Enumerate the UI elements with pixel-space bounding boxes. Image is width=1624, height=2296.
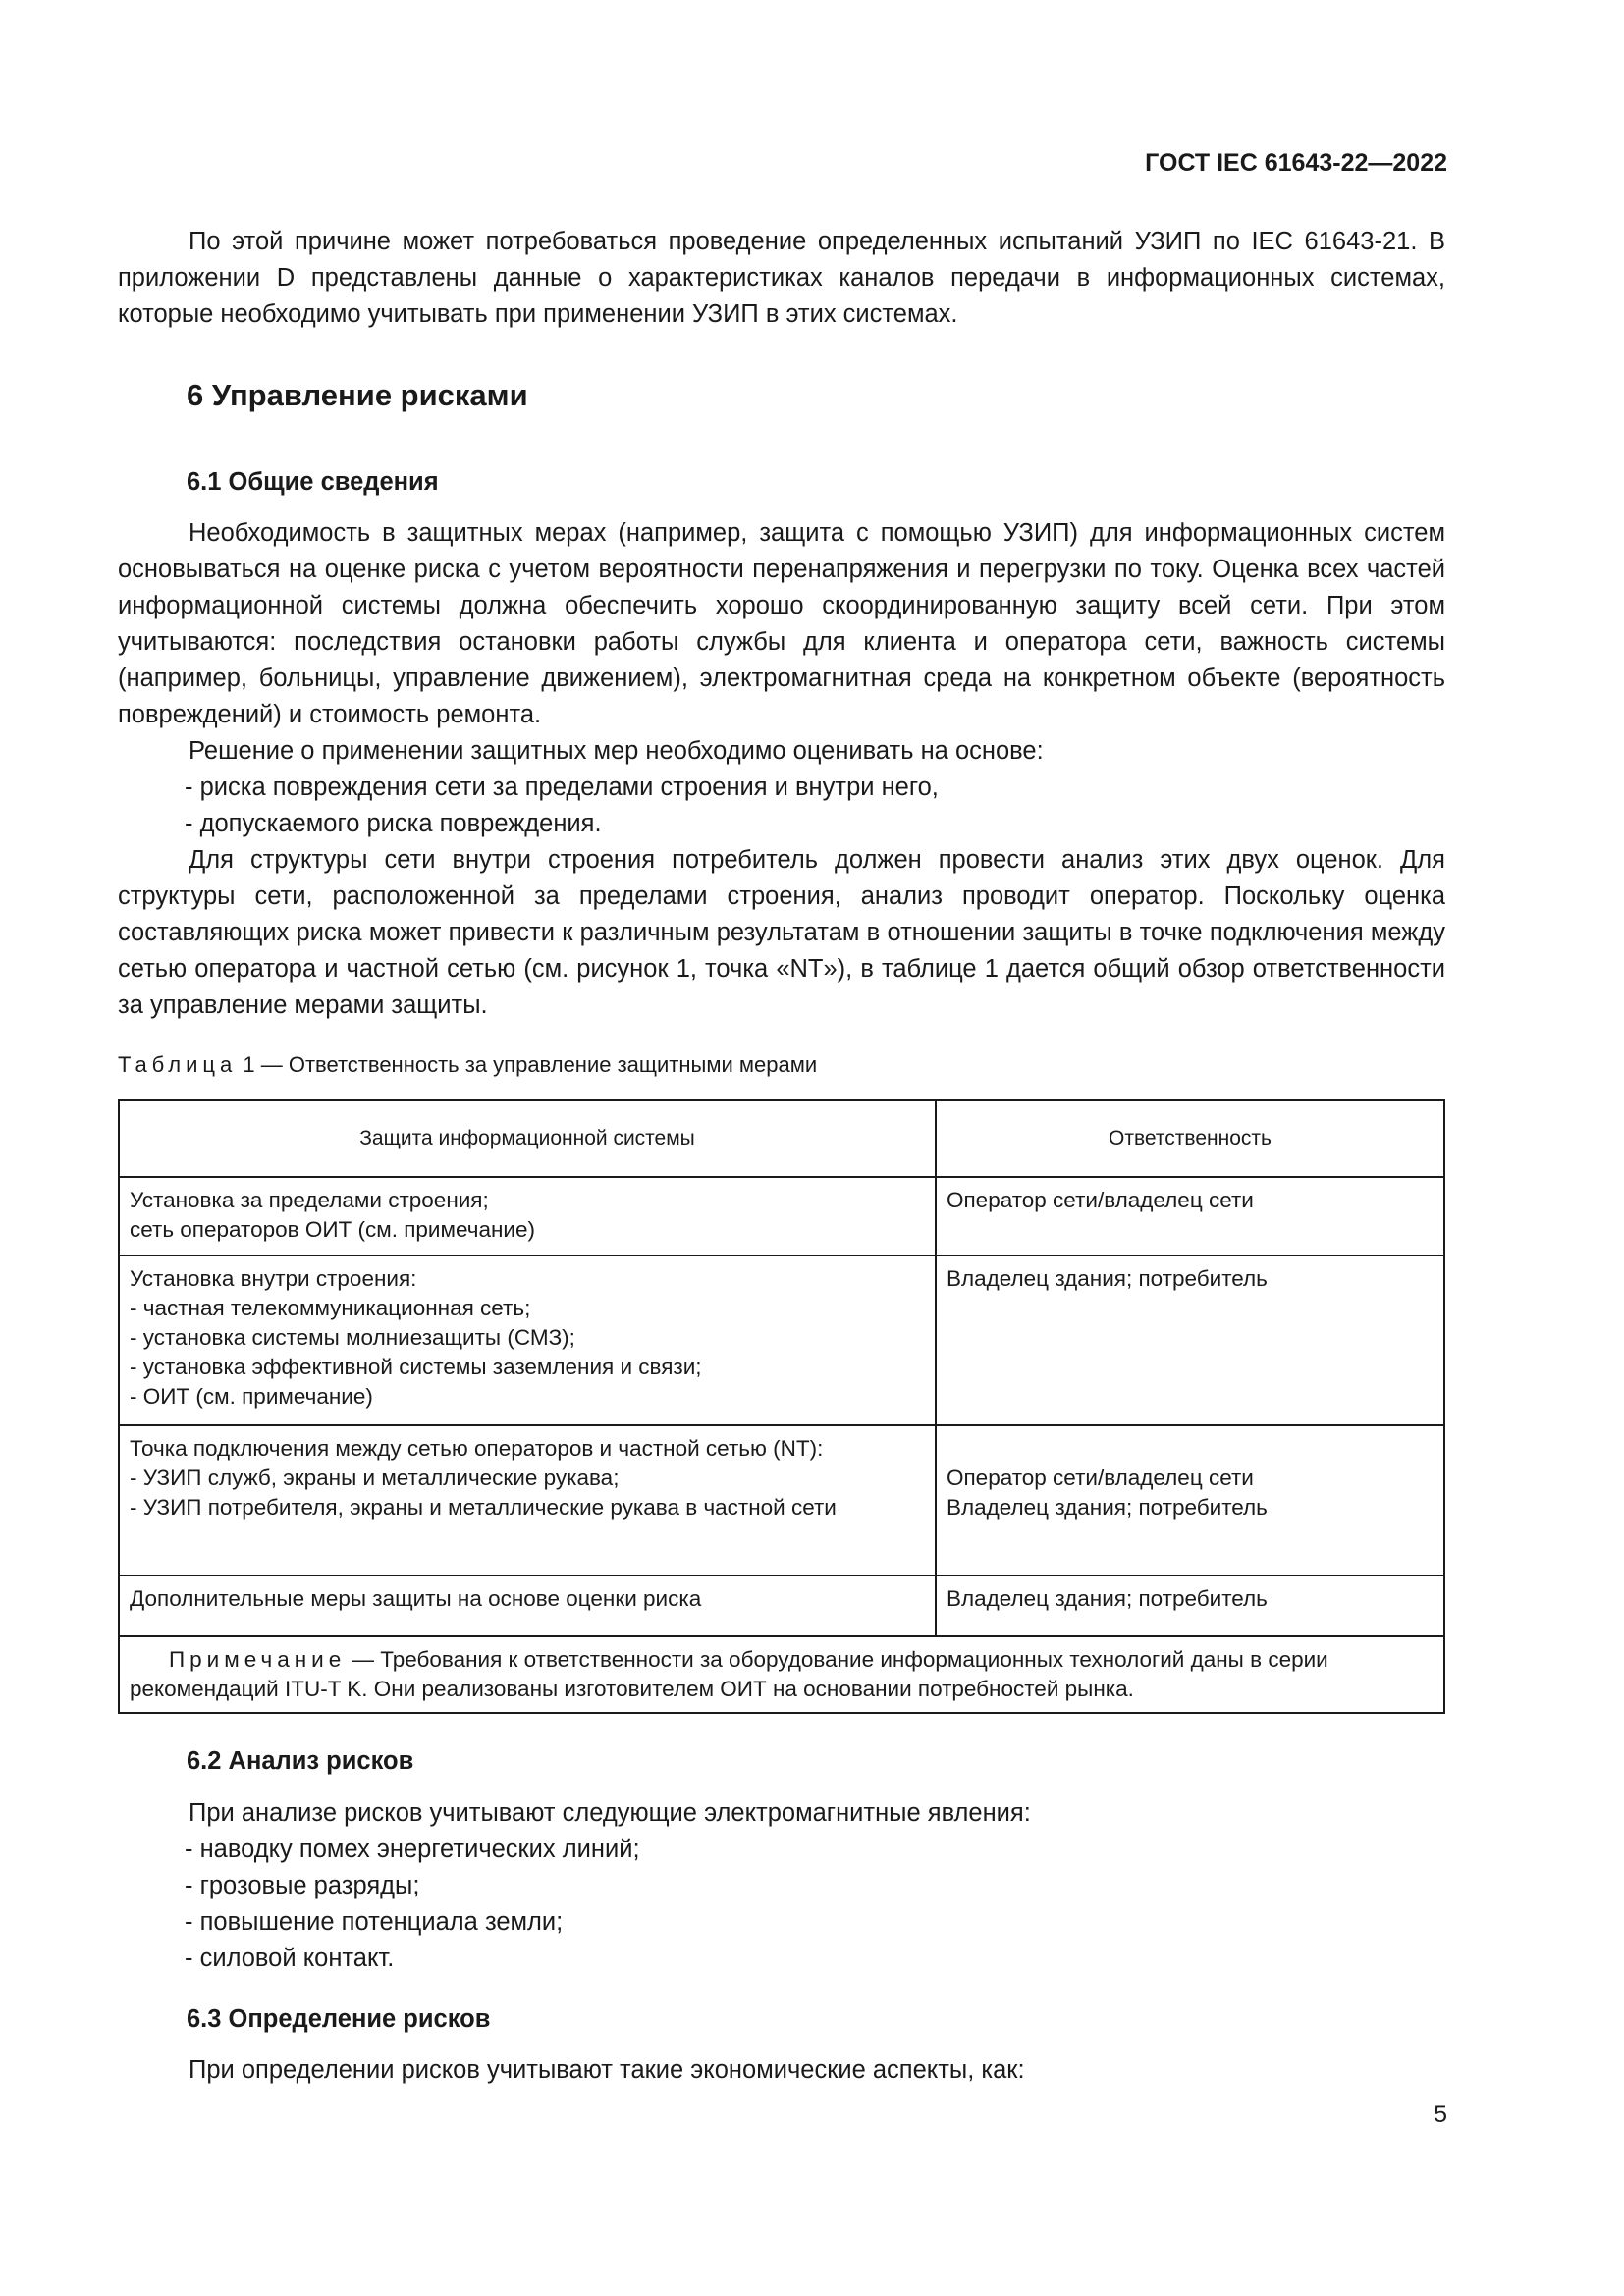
cell-line: Оператор сети/владелец сети: [947, 1188, 1254, 1212]
cell-line: - установка эффективной системы заземления и связи;: [130, 1355, 702, 1379]
intro-paragraph: По этой причине может потребоваться проведение определенных испытаний УЗИП по IEC 61643-21. В приложении D представлены данные о характеристиках каналов передачи в информационных системах, которые необходимо учитывать при применении УЗИП в этих системах.: [118, 228, 1445, 328]
section-6-1-paragraph-1: Необходимость в защитных мерах (например, защита с помощью УЗИП) для информационных систем основываться на оценке риска с учетом вероятности перенапряжения и перегрузки по току. Оценка всех частей информационной системы должна обеспечить хорошо скоординированную защиту всей сети. При этом учитываются: последствия остановки работы службы для клиента и оператора сети, важность системы (например, больницы, управление движением), электромагнитная среда на конкретном объекте (вероятность повреждений) и стоимость ремонта.: [118, 519, 1445, 728]
list-item: - допускаемого риска повреждения.: [185, 810, 602, 837]
section-6-1-title: 6.1 Общие сведения: [187, 468, 439, 496]
note-text: — Требования к ответственности за оборудование информационных технологий даны в серии рекомендаций ITU-T K. Они реализованы изготовителем ОИТ на основании потребностей рынка.: [130, 1647, 1328, 1701]
document-code: ГОСТ IEC 61643-22—2022: [1145, 149, 1447, 177]
cell-line: - частная телекоммуникационная сеть;: [130, 1296, 531, 1320]
table-cell-protection: [119, 1255, 936, 1425]
cell-line: Владелец здания; потребитель: [947, 1266, 1268, 1291]
cell-line: - установка системы молниезащиты (СМЗ);: [130, 1325, 575, 1350]
cell-line: Установка внутри строения:: [130, 1266, 417, 1291]
cell-line: - УЗИП служб, экраны и металлические рукава;: [130, 1466, 620, 1490]
section-6-2-list: [185, 1832, 1451, 1977]
table-cell-protection: [119, 1425, 936, 1575]
cell-line: - ОИТ (см. примечание): [130, 1384, 373, 1409]
table-row: [119, 1425, 1444, 1575]
section-6-2-title: 6.2 Анализ рисков: [187, 1747, 414, 1775]
table-note: [119, 1636, 1444, 1713]
table-cell-responsibility: [936, 1575, 1444, 1636]
table-cell-responsibility: [936, 1425, 1444, 1575]
table-header-responsibility: Ответственность: [936, 1100, 1444, 1177]
table-caption-label: Таблица: [118, 1052, 238, 1077]
cell-line: Оператор сети/владелец сети: [947, 1466, 1254, 1490]
cell-line: сеть операторов ОИТ (см. примечание): [130, 1217, 535, 1242]
cell-line: Установка за пределами строения;: [130, 1188, 489, 1212]
note-label: Примечание: [169, 1647, 347, 1672]
page-number: 5: [1434, 2101, 1447, 2128]
cell-line: Дополнительные меры защиты на основе оценки риска: [130, 1586, 702, 1611]
table-note-row: [119, 1636, 1444, 1713]
cell-line: Владелец здания; потребитель: [947, 1586, 1268, 1611]
table-caption-text: 1 — Ответственность за управление защитными мерами: [237, 1052, 818, 1077]
cell-line: - УЗИП потребителя, экраны и металлические рукава в частной сети: [130, 1495, 837, 1520]
section-6-3-title: 6.3 Определение рисков: [187, 2005, 491, 2033]
table-row: [119, 1575, 1444, 1636]
section-6-1-paragraph-2: Решение о применении защитных мер необходимо оценивать на основе:: [189, 737, 1044, 765]
table-row: [119, 1255, 1444, 1425]
section-6-1-list: [185, 770, 1451, 842]
table-header-row: [119, 1100, 1444, 1177]
table-row: [119, 1177, 1444, 1255]
list-item: - повышение потенциала земли;: [185, 1908, 564, 1936]
section-6-1-paragraph-3: Для структуры сети внутри строения потребитель должен провести анализ этих двух оценок. Для структуры сети, расположенной за пределами строения, анализ проводит оператор. Поскольку оценка составляющих риска может привести к различным результатам в отношении защиты в точке подключения между сетью оператора и частной сетью (см. рисунок 1, точка «NT»), в таблице 1 дается общий обзор ответственности за управление мерами защиты.: [118, 846, 1445, 1019]
table-header-protection: Защита информационной системы: [119, 1100, 936, 1177]
table-cell-protection: [119, 1177, 936, 1255]
table-caption: [118, 1052, 817, 1078]
section-6-2-paragraph: При анализе рисков учитывают следующие электромагнитные явления:: [189, 1799, 1031, 1827]
responsibility-table: [118, 1099, 1445, 1714]
cell-line: Владелец здания; потребитель: [947, 1495, 1268, 1520]
list-item: - риска повреждения сети за пределами строения и внутри него,: [185, 774, 939, 801]
section-6-title: 6 Управление рисками: [187, 378, 528, 412]
list-item: - грозовые разряды;: [185, 1872, 420, 1899]
list-item: - наводку помех энергетических линий;: [185, 1836, 640, 1863]
table-cell-responsibility: [936, 1177, 1444, 1255]
table-cell-responsibility: [936, 1255, 1444, 1425]
cell-line: Точка подключения между сетью операторов и частной сетью (NT):: [130, 1436, 824, 1461]
table-cell-protection: [119, 1575, 936, 1636]
section-6-3-paragraph: При определении рисков учитывают такие экономические аспекты, как:: [189, 2056, 1025, 2084]
list-item: - силовой контакт.: [185, 1945, 395, 1972]
